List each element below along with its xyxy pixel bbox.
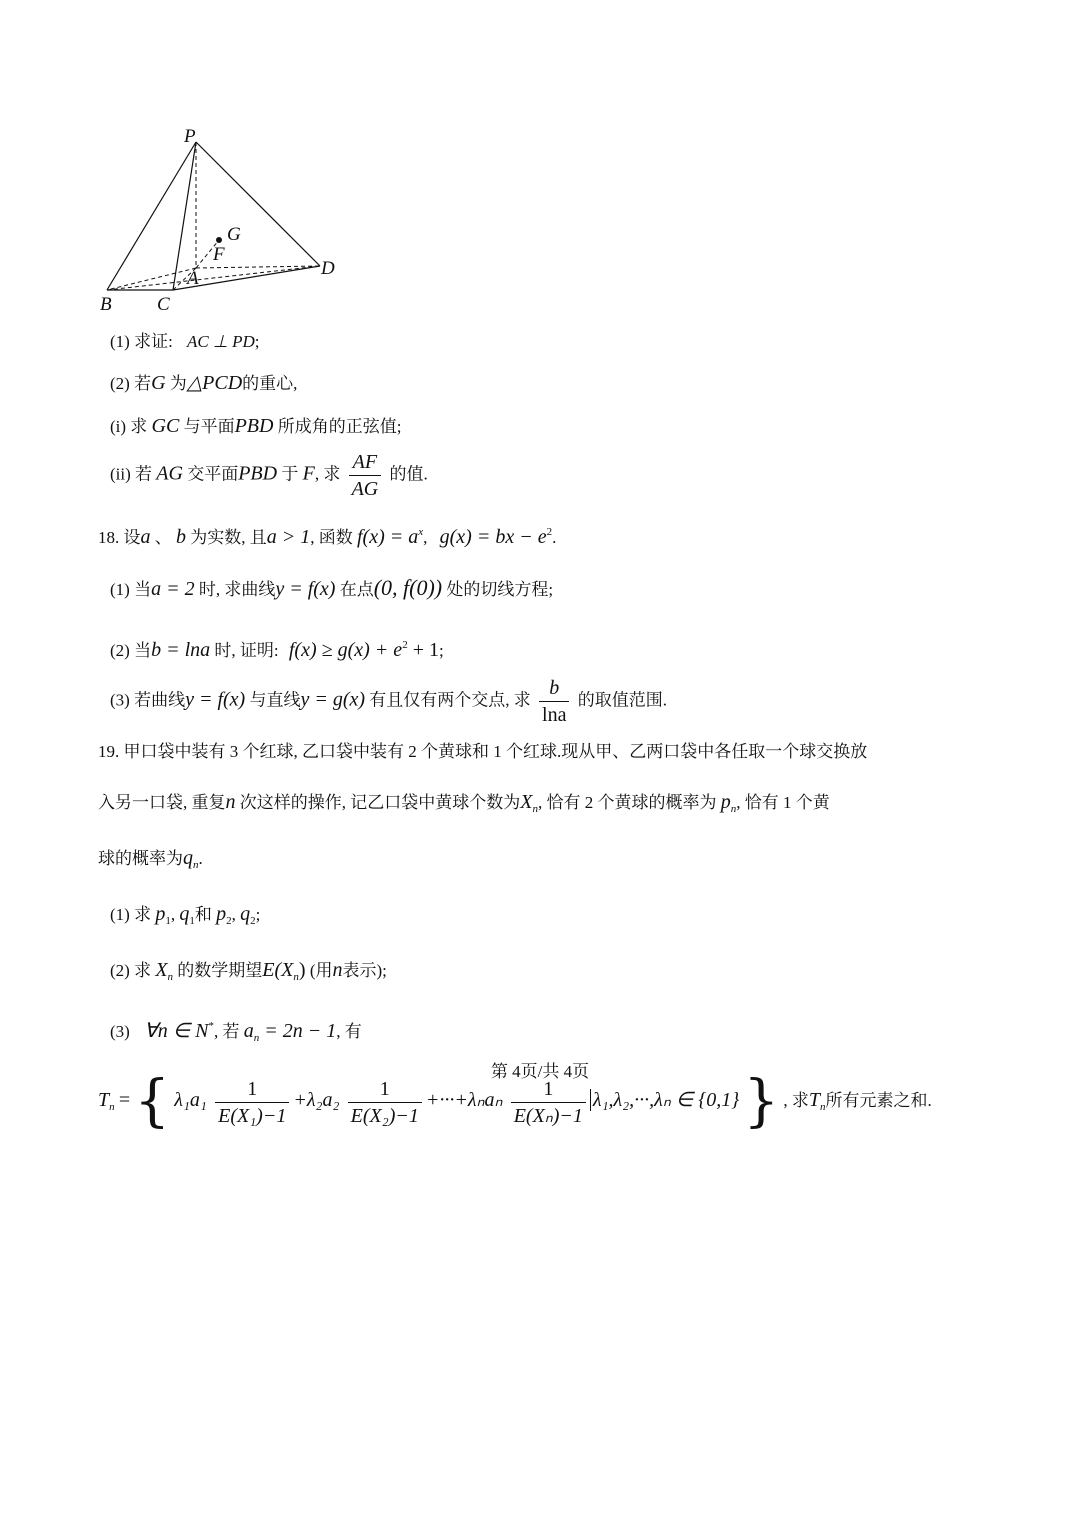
label-P: P	[184, 126, 196, 147]
edge-PB	[107, 142, 196, 290]
fraction-AF-AG: $\frac{AF}{AG}$	[349, 450, 382, 501]
q17-part2: (2) 若G 为△PCD的重心,	[110, 372, 298, 394]
q17-part2-ii: (ii) 若 AG 交平面PBD 于 F, 求 $\frac{AF}{AG}$ 的值.	[110, 451, 428, 500]
q19-line2: 入另一口袋, 重复n 次这样的操作, 记乙口袋中黄球个数为$X_n$, 恰有 2 个黄球的概率为 $p_n$, 恰有 1 个黄	[98, 791, 830, 815]
label-G: G	[227, 224, 241, 245]
fraction-term3: $\frac{1}{\text{E(Xₙ)−1}}$	[511, 1077, 586, 1128]
edge-AB	[107, 268, 196, 290]
fraction-term1: $\frac{1}{\text{E(X₁)−1}}$	[215, 1077, 289, 1128]
right-brace: }	[743, 1069, 780, 1135]
point-G	[216, 237, 222, 243]
q19-part3: (3) ∀n ∈ N*, 若 $a_n = 2n - 1$, 有	[110, 1020, 362, 1044]
fraction-b-lna: $\frac{b}{\ln a}$	[539, 676, 569, 727]
q19-part2: (2) 求 $X_n$ 的数学期望$E(X_n)$ (用n表示);	[110, 959, 387, 983]
edge-AD	[196, 266, 320, 268]
fraction-term2: $\frac{1}{\text{E(X₂)−1}}$	[348, 1077, 422, 1128]
q19-line3: 球的概率为$q_n$.	[98, 847, 203, 871]
label-B: B	[100, 294, 112, 315]
page-footer: 第 4页/共 4页	[490, 1062, 590, 1081]
q17-part2-i: (i) 求 GC 与平面PBD 所成角的正弦值;	[110, 415, 402, 437]
label-A: A	[187, 268, 199, 289]
left-brace: {	[134, 1069, 171, 1135]
q18-part1: (1) 当a = 2 时, 求曲线y = f(x) 在点(0, f(0)) 处的切线方程;	[110, 575, 554, 600]
label-F: F	[213, 244, 225, 265]
q19-part1: (1) 求 $p_1$, $q_1$和 $p_2$, $q_2$;	[110, 903, 261, 927]
label-D: D	[321, 258, 335, 279]
q18-stem: 18. 设a 、 b 为实数, 且a > 1, 函数 $f(x) = a^x$, g(x) = bx − $e^2$.	[98, 526, 557, 548]
pyramid-figure	[95, 120, 355, 320]
q18-part2: (2) 当b = lna 时, 证明: $f(x) \ge g(x) + e^2 + 1$;	[110, 639, 444, 661]
edge-BD	[107, 266, 320, 290]
label-C: C	[157, 294, 170, 315]
q17-part1: (1) 求证: AC ⊥ PD;	[110, 332, 260, 351]
q19-line1: 19. 甲口袋中装有 3 个红球, 乙口袋中装有 2 个黄球和 1 个红球.现从甲、乙两口袋中各任取一个球交换放	[98, 742, 868, 761]
q19-Tn-formula: $T_n$ = { λ₁a₁ $\frac{1}{\text{E(X₁)−1}}$ +λ₂a₂ $\frac{1}{\text{E(X₂)−1}}$ +···+λₙaₙ $\frac{1}{\text{E(Xₙ)−1}}$ λ₁,λ₂,···,λₙ ∈ {0,1} } , 求$T_n$所有元素之和.	[98, 1069, 932, 1135]
q18-part3: (3) 若曲线y = f(x) 与直线y = g(x) 有且仅有两个交点, 求 $\frac{b}{\ln a}$ 的取值范围.	[110, 677, 667, 726]
